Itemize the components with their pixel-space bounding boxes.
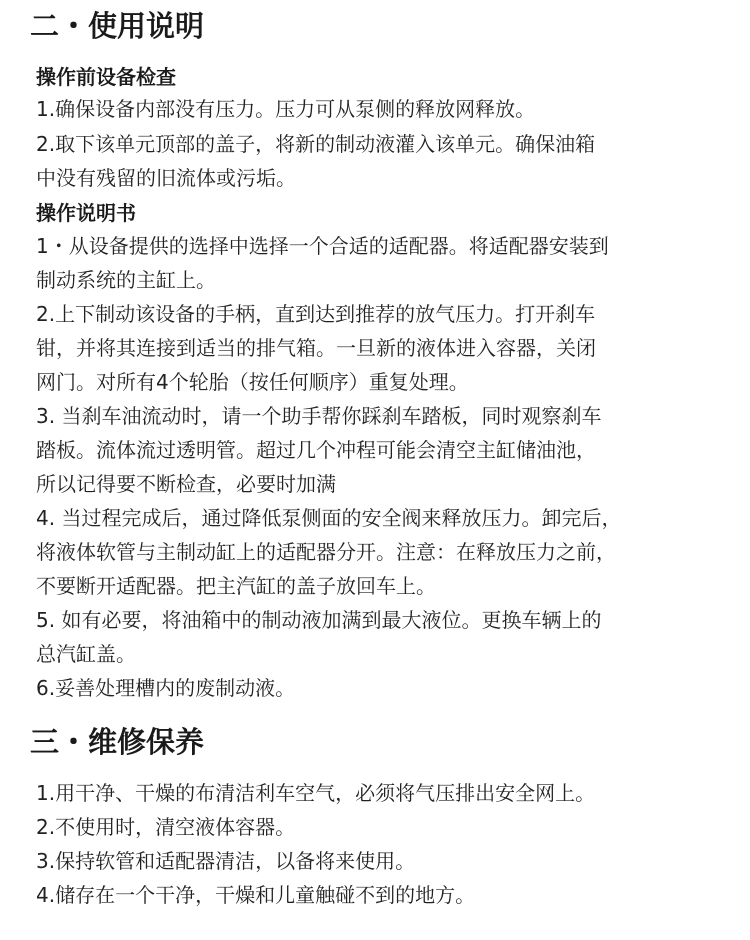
text-line: 所以记得要不断检查，必要时加满 [36, 472, 336, 496]
text-line: 2.不使用时，清空液体容器。 [36, 815, 296, 839]
text-line: 1・从设备提供的选择中选择一个合适的适配器。将适配器安装到 [36, 234, 609, 258]
subheading-pre-operation-check: 操作前设备检查 [36, 65, 176, 89]
text-line: 总汽缸盖。 [36, 642, 136, 666]
text-line: 不要断开适配器。把主汽缸的盖子放回车上。 [36, 574, 436, 598]
instruction-item-4 [36, 501, 726, 603]
section-title-maintenance: 三・维修保养 [30, 725, 205, 759]
text-line: 制动系统的主缸上。 [36, 268, 216, 292]
text-line: 6.妥善处理槽内的废制动液。 [36, 676, 296, 700]
maintenance-item-4 [36, 878, 726, 912]
text-line: 2.取下该单元顶部的盖子，将新的制动液灌入该单元。确保油箱 [36, 132, 596, 156]
text-line: 踏板。流体流过透明管。超过几个冲程可能会清空主缸储油池， [36, 438, 596, 462]
text-line: 将液体软管与主制动缸上的适配器分开。注意：在释放压力之前， [36, 540, 616, 564]
instruction-item-2 [36, 297, 726, 399]
text-line: 1.确保设备内部没有压力。压力可从泵侧的释放网释放。 [36, 97, 536, 121]
text-line: 4. 当过程完成后，通过降低泵侧面的安全阀来释放压力。卸完后， [36, 506, 622, 530]
subheading-operation-instructions: 操作说明书 [36, 201, 136, 225]
text-line: 网门。对所有4个轮胎（按任何顺序）重复处理。 [36, 370, 469, 394]
text-line: 2.上下制动该设备的手柄，直到达到推荐的放气压力。打开刹车 [36, 302, 596, 326]
pre-check-item-1 [36, 92, 726, 126]
text-line: 1.用干净、干燥的布清洁利车空气，必须将气压排出安全网上。 [36, 781, 596, 805]
text-line: 5. 如有必要，将油箱中的制动液加满到最大液位。更换车辆上的 [36, 608, 602, 632]
instruction-item-6 [36, 671, 726, 705]
maintenance-item-3 [36, 844, 726, 878]
maintenance-item-2 [36, 810, 726, 844]
text-line: 4.储存在一个干净，干燥和儿童触碰不到的地方。 [36, 883, 476, 907]
maintenance-item-1 [36, 776, 726, 810]
text-line: 中没有残留的旧流体或污垢。 [36, 166, 296, 190]
instruction-item-5 [36, 603, 726, 671]
section-title-usage: 二・使用说明 [30, 9, 205, 43]
pre-check-item-2 [36, 127, 726, 195]
instruction-item-1 [36, 229, 726, 297]
text-line: 3. 当刹车油流动时，请一个助手帮你踩刹车踏板，同时观察刹车 [36, 404, 602, 428]
instruction-item-3 [36, 399, 726, 501]
text-line: 钳，并将其连接到适当的排气箱。一旦新的液体进入容器，关闭 [36, 336, 596, 360]
text-line: 3.保持软管和适配器清洁，以备将来使用。 [36, 849, 416, 873]
